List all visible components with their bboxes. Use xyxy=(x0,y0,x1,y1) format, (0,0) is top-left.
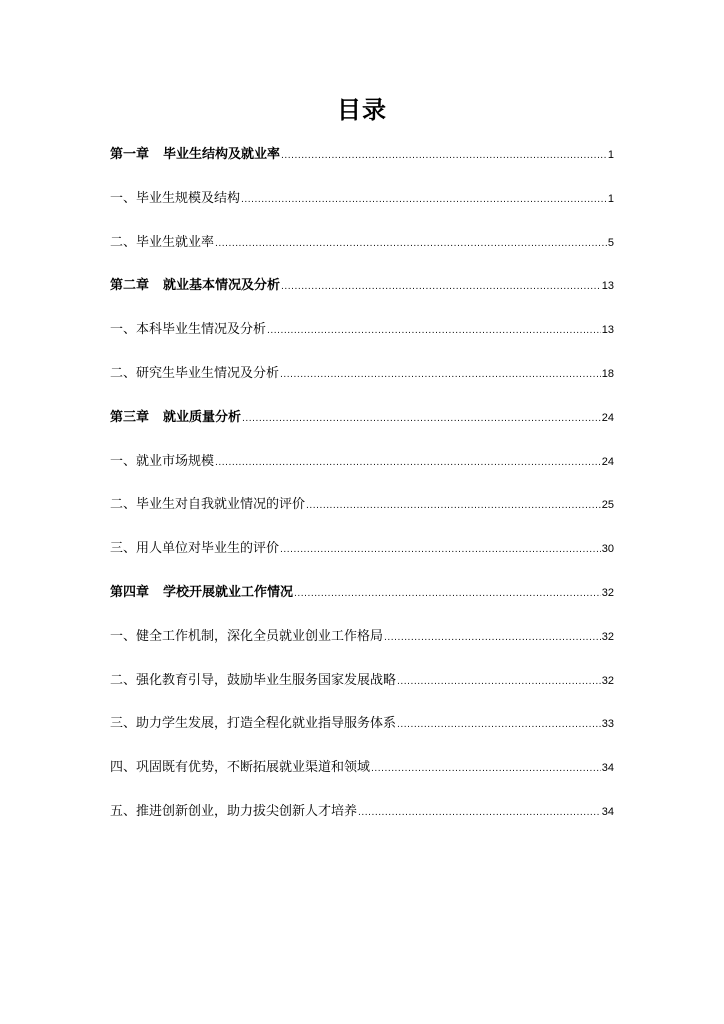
toc-page-number: 1 xyxy=(607,192,614,205)
toc-leader-dots xyxy=(384,627,601,649)
toc-entry-number: 第一章 xyxy=(110,147,150,162)
toc-list xyxy=(110,144,614,845)
toc-entry-text: 健全工作机制，深化全员就业创业工作格局 xyxy=(136,628,384,644)
toc-leader-dots xyxy=(242,408,601,430)
toc-page-number: 34 xyxy=(601,805,614,818)
toc-entry[interactable] xyxy=(110,582,614,604)
toc-entry-label xyxy=(110,363,279,385)
toc-entry-text: 推进创新创业，助力拔尖创新人才培养 xyxy=(136,803,358,819)
toc-page-number: 32 xyxy=(601,630,614,643)
toc-entry-number: 一、 xyxy=(110,628,137,644)
toc-entry-text: 学校开展就业工作情况 xyxy=(163,584,294,600)
toc-entry[interactable] xyxy=(110,319,614,341)
toc-entry-label xyxy=(110,626,383,648)
toc-entry-label xyxy=(110,801,357,823)
toc-leader-dots xyxy=(358,802,601,824)
toc-page-number: 24 xyxy=(601,455,614,468)
toc-entry-number: 四、 xyxy=(110,760,137,776)
toc-entry-text: 助力学生发展，打造全程化就业指导服务体系 xyxy=(136,716,397,732)
toc-entry-number: 第二章 xyxy=(110,278,150,294)
toc-title: 目录 xyxy=(337,96,387,124)
toc-page-number: 13 xyxy=(601,324,614,337)
toc-entry[interactable] xyxy=(110,188,614,210)
toc-entry[interactable] xyxy=(110,275,614,297)
toc-entry-label xyxy=(110,188,240,210)
toc-leader-dots xyxy=(280,364,601,386)
toc-page-number: 34 xyxy=(601,762,614,775)
toc-entry[interactable] xyxy=(110,626,614,648)
toc-entry[interactable] xyxy=(110,801,614,823)
toc-entry-number: 第四章 xyxy=(110,584,150,600)
toc-page-number: 30 xyxy=(601,543,614,556)
toc-entry-label xyxy=(110,757,370,779)
toc-entry[interactable] xyxy=(110,407,614,429)
toc-entry-text: 就业市场规模 xyxy=(136,453,215,469)
toc-entry-number: 一、 xyxy=(110,453,137,469)
toc-entry-number: 二、 xyxy=(110,234,137,250)
toc-entry-number: 二、 xyxy=(110,497,137,513)
toc-entry-label xyxy=(110,407,241,429)
toc-page-number: 24 xyxy=(601,411,614,424)
toc-entry-number: 三、 xyxy=(110,541,137,557)
toc-leader-dots xyxy=(281,276,601,298)
toc-leader-dots xyxy=(397,714,601,736)
toc-entry-text: 研究生毕业生情况及分析 xyxy=(136,365,280,381)
toc-entry-text: 巩固既有优势，不断拓展就业渠道和领域 xyxy=(136,760,371,776)
toc-entry-number: 第三章 xyxy=(110,409,150,425)
toc-page-number: 33 xyxy=(601,718,614,731)
toc-entry-label xyxy=(110,451,214,473)
toc-entry-text: 用人单位对毕业生的评价 xyxy=(136,541,280,557)
toc-leader-dots xyxy=(294,583,601,605)
toc-entry-text: 毕业生规模及结构 xyxy=(136,190,241,206)
toc-entry[interactable] xyxy=(110,670,614,692)
toc-leader-dots xyxy=(371,758,601,780)
toc-leader-dots xyxy=(280,539,601,561)
toc-entry[interactable] xyxy=(110,232,614,254)
toc-entry-number: 三、 xyxy=(110,716,137,732)
toc-entry-number: 五、 xyxy=(110,803,137,819)
toc-entry[interactable] xyxy=(110,757,614,779)
toc-entry-text: 毕业生就业率 xyxy=(136,234,215,250)
toc-entry-text: 本科毕业生情况及分析 xyxy=(136,322,267,338)
toc-entry-label xyxy=(110,232,214,254)
toc-entry-label xyxy=(110,582,293,604)
toc-page-number: 32 xyxy=(601,586,614,599)
toc-entry-label xyxy=(110,494,305,516)
toc-leader-dots xyxy=(215,233,607,255)
toc-entry[interactable] xyxy=(110,144,614,166)
toc-entry-label xyxy=(110,319,266,341)
toc-entry[interactable] xyxy=(110,494,614,516)
toc-page-number: 13 xyxy=(601,280,614,293)
toc-leader-dots xyxy=(215,452,601,474)
toc-entry[interactable] xyxy=(110,363,614,385)
toc-entry-text: 就业基本情况及分析 xyxy=(163,278,281,294)
toc-entry-label xyxy=(110,144,280,166)
toc-leader-dots xyxy=(281,145,607,167)
toc-page-number: 1 xyxy=(607,149,614,161)
toc-entry-label xyxy=(110,713,396,735)
toc-entry[interactable] xyxy=(110,538,614,560)
toc-entry-number: 一、 xyxy=(110,322,137,338)
toc-entry-text: 毕业生结构及就业率 xyxy=(163,147,281,162)
toc-page-number: 5 xyxy=(607,236,614,249)
toc-entry-number: 二、 xyxy=(110,672,137,688)
toc-leader-dots xyxy=(267,320,601,342)
toc-entry-label xyxy=(110,275,280,297)
toc-leader-dots xyxy=(397,671,601,693)
toc-page-number: 18 xyxy=(601,367,614,380)
toc-entry-label xyxy=(110,670,396,692)
toc-page-number: 32 xyxy=(601,674,614,687)
toc-leader-dots xyxy=(306,495,601,517)
toc-page-number: 25 xyxy=(601,499,614,512)
toc-entry-label xyxy=(110,538,279,560)
toc-entry[interactable] xyxy=(110,713,614,735)
toc-leader-dots xyxy=(241,189,607,211)
toc-entry-number: 一、 xyxy=(110,190,137,206)
toc-entry[interactable] xyxy=(110,451,614,473)
toc-entry-text: 毕业生对自我就业情况的评价 xyxy=(136,497,306,513)
toc-entry-text: 就业质量分析 xyxy=(163,409,242,425)
toc-entry-text: 强化教育引导，鼓励毕业生服务国家发展战略 xyxy=(136,672,397,688)
toc-entry-number: 二、 xyxy=(110,365,137,381)
